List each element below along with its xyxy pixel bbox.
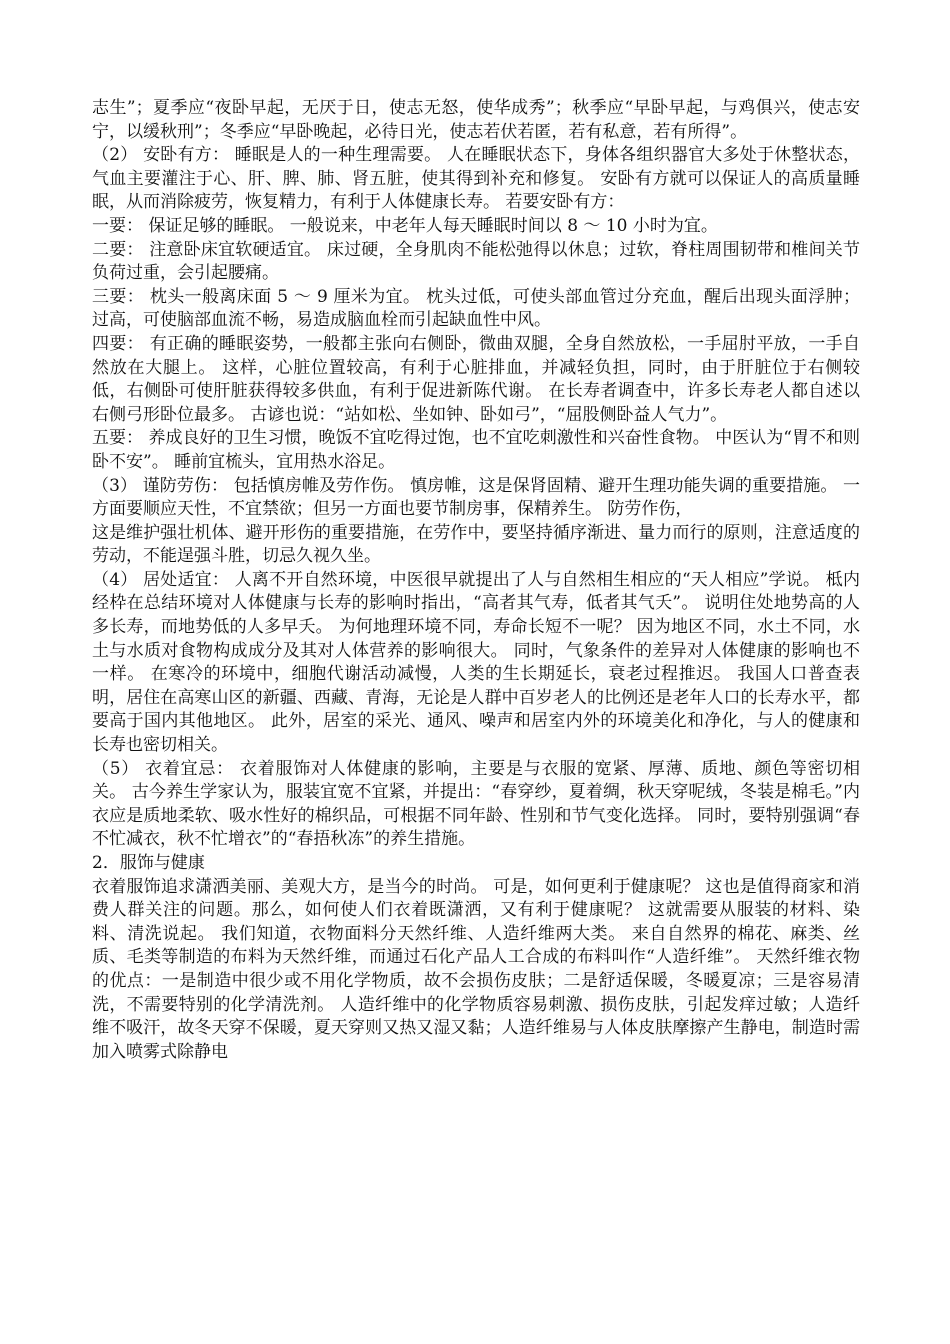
- paragraph-sleep-point-2: 二要： 注意卧床宜软硬适宜。 床过硬，全身肌肉不能松弛得以休息；过软，脊柱周围韧带和椎间关节负荷过重，会引起腰痛。: [92, 239, 860, 284]
- paragraph-sleep-point-1: 一要： 保证足够的睡眠。 一般说来，中老年人每天睡眠时间以 8 ～ 10 小时为宜。: [92, 215, 718, 236]
- paragraph-sleep-point-4: 四要： 有正确的睡眠姿势，一般都主张向右侧卧，微曲双腿，全身自然放松，一手屈肘平放，一手自然放在大腿上。 这样，心脏位置较高，有利于心脏排血，并减轻负担，同时，由于肝脏位于右侧较低，右侧卧可使肝脏获得较多供血，有利于促进新陈代谢。 在长寿者调查中，许多长寿老人都自述以右侧弓形卧位最多。 古谚也说：“站如松、坐如钟、卧如弓”，“屈股侧卧益人气力”。: [92, 333, 860, 425]
- paragraph-clothing-materials: 衣着服饰追求潇洒美丽、美观大方，是当今的时尚。 可是，如何更利于健康呢？ 这也是值得商家和消费人群关注的问题。那么，如何使人们衣着既潇洒，又有利于健康呢？ 这就需要从服装的材料、染料、清洗说起。 我们知道，衣物面料分天然纤维、人造纤维两大类。 来自自然界的棉花、麻类、丝质、毛类等制造的布料为天然纤维，而通过石化产品人工合成的布料叫作“人造纤维”。 天然纤维衣物的优点：一是制造中很少或不用化学物质，故不会损伤皮肤；二是舒适保暖，冬暖夏凉；三是容易清洗，不需要特别的化学清洗剂。 人造纤维中的化学物质容易刺激、损伤皮肤，引起发痒过敏；人造纤维不吸汗，故冬天穿不保暖，夏天穿则又热又湿又黏；人造纤维易与人体皮肤摩擦产生静电，制造时需加入喷雾式除静电: [92, 876, 860, 1062]
- paragraph-seasonal-rest: 志生”；夏季应“夜卧早起，无厌于日，使志无怒，使华成秀”；秋季应“早卧早起，与鸡俱兴，使志安宁，以缓秋刑”；冬季应“早卧晚起，必待日光，使志若伏若匿，若有私意，若有所得”。: [92, 98, 860, 142]
- paragraph-sleep-point-3: 三要： 枕头一般离床面 5 ～ 9 厘米为宜。 枕头过低，可使头部血管过分充血，醒后出现头面浮肿；过高，可使脑部血流不畅，易造成脑血栓而引起缺血性中风。: [92, 286, 860, 331]
- paragraph-restful-sleep: （2） 安卧有方： 睡眠是人的一种生理需要。 人在睡眠状态下，身体各组织器官大多处于休整状态，气血主要灌注于心、肝、脾、肺、肾五脏，使其得到补充和修复。 安卧有方就可以保证人的高质量睡眠，从而消除疲劳，恢复精力，有利于人体健康长寿。 若要安卧有方：: [92, 145, 860, 213]
- paragraph-prevent-strain-continued: 这是维护强壮机体、避开形伤的重要措施，在劳作中，要坚持循序渐进、量力而行的原则，注意适度的劳动，不能逞强斗胜，切忌久视久坐。: [92, 522, 860, 567]
- paragraph-prevent-strain: （3） 谨防劳伤： 包括慎房帷及劳作伤。 慎房帷，这是保肾固精、避开生理功能失调的重要措施。 一方面要顺应天性，不宜禁欲；但另一方面也要节制房事，保精养生。 防劳作伤，: [92, 475, 860, 520]
- document-page: [92, 97, 860, 1064]
- paragraph-living-environment: （4） 居处适宜： 人离不开自然环境，中医很早就提出了人与自然相生相应的“天人相应”学说。 柢内经枠在总结环境对人体健康与长寿的影响时指出，“高者其气寿，低者其气夭”。 说明住处地势高的人多长寿，而地势低的人多早夭。 为何地理环境不同，寿命长短不一呢？ 因为地区不同，水土不同，水土与水质对食物构成成分及其对人体营养的影响很大。 同时，气象条件的差异对人体健康的影响也不一样。 在寒冷的环境中，细胞代谢活动减慢，人类的生长期延长，衰老过程推迟。 我国人口普查表明，居住在高寒山区的新疆、西藏、青海，无论是人群中百岁老人的比例还是老年人口的长寿水平，都要高于国内其他地区。 此外，居室的采光、通风、噪声和居室内外的环境美化和净化，与人的健康和长寿也密切相关。: [92, 569, 860, 756]
- paragraph-sleep-point-5: 五要： 养成良好的卫生习惯，晚饭不宜吃得过饱，也不宜吃刺激性和兴奋性食物。 中医认为“胃不和则卧不安”。 睡前宜梳头，宜用热水浴足。: [92, 428, 860, 472]
- paragraph-clothing-guidance: （5） 衣着宜忌： 衣着服饰对人体健康的影响，主要是与衣服的宽紧、厚薄、质地、颜色等密切相关。 古今养生学家认为，服装宜宽不宜紧，并提出：“春穿纱，夏着绸，秋天穿呢绒，冬装是棉毛。”内衣应是质地柔软、吸水性好的棉织品，可根据不同年龄、性别和节气变化选择。 同时，要特别强调“春不忙减衣，秋不忙增衣”的“春捂秋冻”的养生措施。: [92, 758, 860, 850]
- section-heading-clothing-health: 2．服饰与健康: [92, 853, 205, 873]
